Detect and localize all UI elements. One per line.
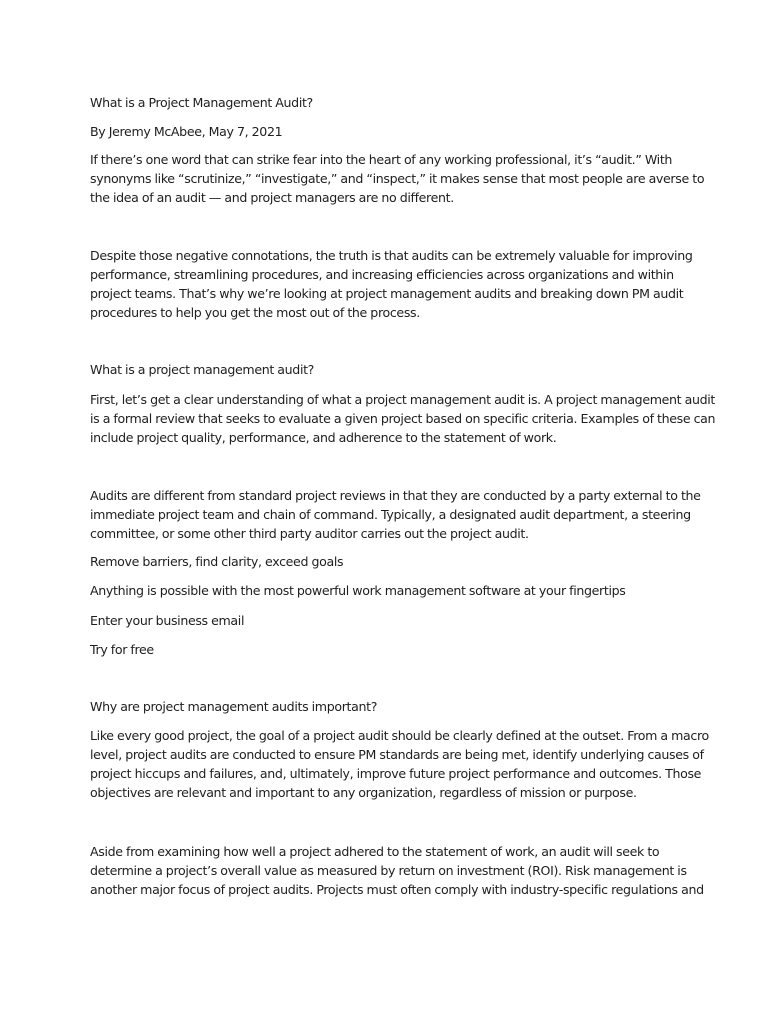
goal-paragraph: Like every good project, the goal of a project audit should be clearly defined at the outset. From a macro level, project audits are conducted to ensure PM standards are being met, identify underlying causes of project hiccups and failures, and, ultimately, improve future project performance and outcomes. Those objectives are relevant and important to any organization, regardless of mission or purpose. <box>90 728 709 800</box>
value-paragraph: Despite those negative connotations, the truth is that audits can be extremely valuable for improving performance, streamlining procedures, and increasing efficiencies across organizations and within project teams. That’s why we’re looking at project management audits and breaking down PM audit procedures to help you get the most out of the process. <box>90 248 693 320</box>
intro-paragraph: If there’s one word that can strike fear into the heart of any working professional, it’s “audit.” With synonyms like “scrutinize,” “investigate,” and “inspect,” it makes sense that most people are averse to the idea of an audit — and project managers are no different. <box>90 152 705 205</box>
promo-text: Anything is possible with the most powerful work management software at your fingertips <box>90 583 626 598</box>
section-heading-what: What is a project management audit? <box>90 362 315 377</box>
roi-paragraph: Aside from examining how well a project adhered to the statement of work, an audit will seek to determine a project’s overall value as measured by return on investment (ROI). Risk management is another major focus of project audits. Projects must often comply with industry-specific regulations and <box>90 844 704 897</box>
byline: By Jeremy McAbee, May 7, 2021 <box>90 124 283 139</box>
difference-paragraph: Audits are different from standard project reviews in that they are conducted by a party external to the immediate project team and chain of command. Typically, a designated audit department, a steering committee, or some other third party auditor carries out the project audit. <box>90 488 701 541</box>
promo-cta: Try for free <box>90 642 154 657</box>
definition-paragraph: First, let’s get a clear understanding of what a project management audit is. A project management audit is a formal review that seeks to evaluate a given project based on specific criteria. Examples of these can include project quality, performance, and adherence to the statement of work. <box>90 392 716 445</box>
promo-tagline: Remove barriers, find clarity, exceed goals <box>90 554 344 569</box>
section-heading-why: Why are project management audits important? <box>90 699 378 714</box>
document-title: What is a Project Management Audit? <box>90 95 313 110</box>
promo-email-prompt: Enter your business email <box>90 613 245 628</box>
